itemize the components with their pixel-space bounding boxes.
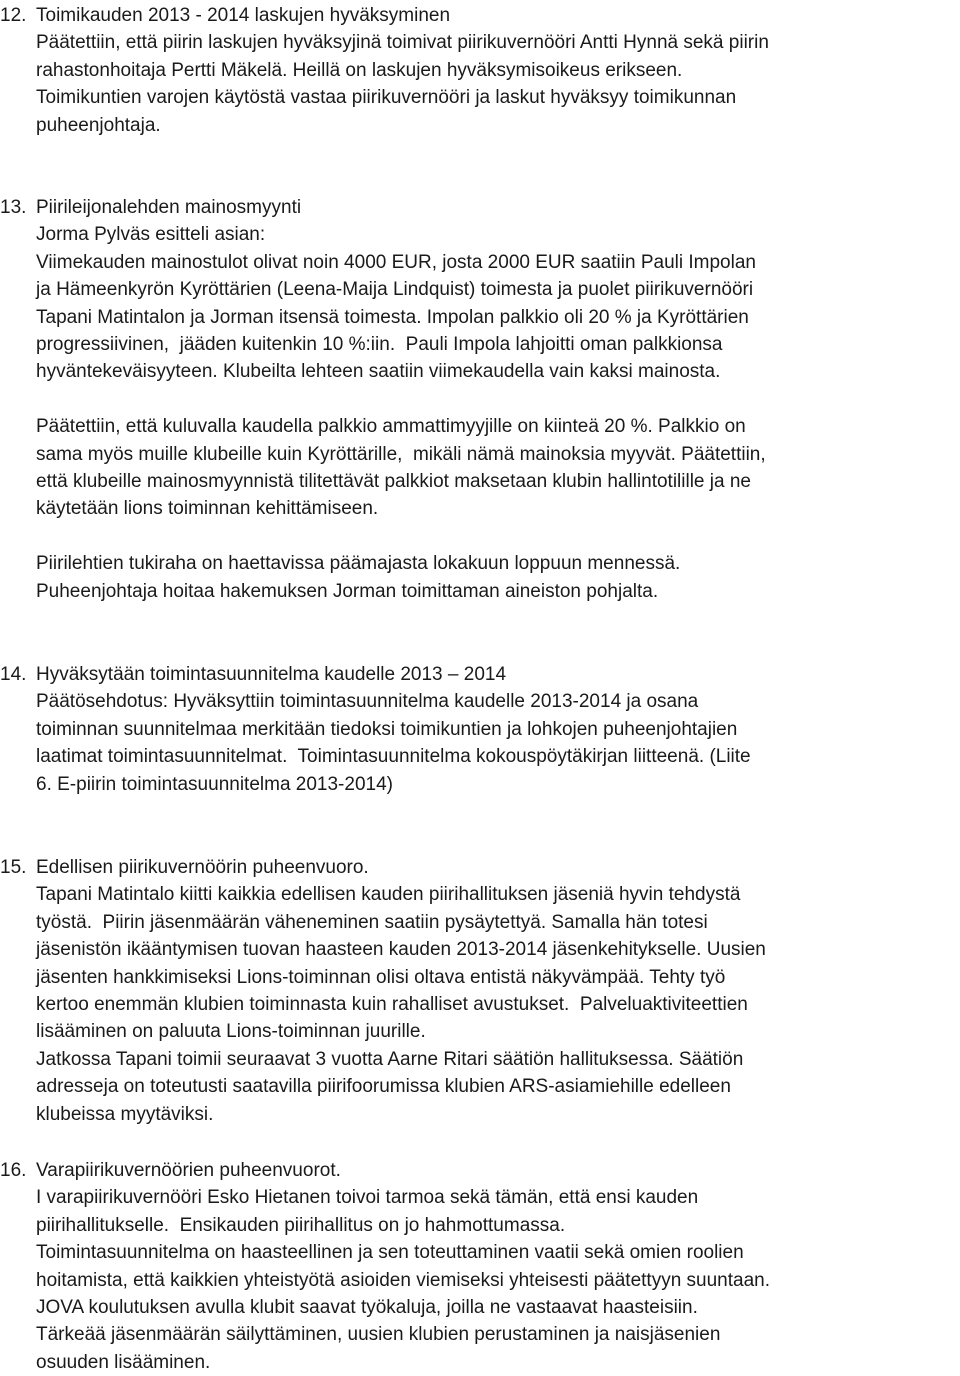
text-line: käytetään lions toiminnan kehittämiseen. — [36, 498, 379, 520]
section-13 — [0, 194, 960, 605]
text-line: rahastonhoitaja Pertti Mäkelä. Heillä on laskujen hyväksymisoikeus erikseen. — [36, 59, 683, 81]
text-line: I varapiirikuvernööri Esko Hietanen toivoi tarmoa sekä tämän, että ensi kauden — [36, 1187, 699, 1209]
section-15 — [0, 854, 960, 1128]
text-line: työstä. Piirin jäsenmäärän väheneminen saatiin pysäytettyä. Samalla hän totesi — [36, 911, 708, 933]
section-heading — [0, 854, 960, 881]
text-line: jäsenistön ikääntymisen tuovan haasteen kauden 2013-2014 jäsenkehitykselle. Uusien — [36, 939, 766, 961]
text-line: Viimekauden mainostulot olivat noin 4000 EUR, josta 2000 EUR saatiin Pauli Impolan — [36, 251, 756, 273]
text-line: osuuden lisääminen. — [36, 1351, 211, 1373]
text-line: ja Hämeenkyrön Kyröttärien (Leena-Maija Lindquist) toimesta ja puolet piirikuvernööri — [36, 279, 754, 301]
section-number: 14. — [0, 664, 27, 685]
text-line: hoitamista, että kaikkien yhteistyötä asioiden viemiseksi yhteisesti päätettyyn suuntaan. — [36, 1269, 770, 1291]
section-heading — [0, 1157, 960, 1184]
text-line: lisääminen on paluuta Lions-toiminnan juurille. — [36, 1021, 426, 1043]
text-line: sama myös muille klubeille kuin Kyröttärille, mikäli nämä mainoksia myyvät. Päätettiin, — [36, 443, 766, 465]
section-title: Piirileijonalehden mainosmyynti — [36, 197, 302, 218]
text-line: Päätettiin, että kuluvalla kaudella palkkio ammattimyyjille on kiinteä 20 %. Palkkio on — [36, 416, 746, 438]
section-body — [0, 221, 960, 605]
section-body — [0, 881, 960, 1128]
section-body — [0, 29, 960, 139]
section-16 — [0, 1157, 960, 1376]
text-line: Piirilehtien tukiraha on haettavissa päämajasta lokakuun loppuun mennessä. — [36, 553, 681, 575]
section-title: Edellisen piirikuvernöörin puheenvuoro. — [36, 857, 369, 878]
section-heading — [0, 661, 960, 688]
section-heading — [0, 194, 960, 221]
section-title: Varapiirikuvernöörien puheenvuorot. — [36, 1160, 341, 1181]
text-line: Toimintasuunnitelma on haasteellinen ja sen toteuttaminen vaatii sekä omien roolien — [36, 1242, 744, 1264]
text-line: hyväntekeväisyyteen. Klubeilta lehteen saatiin viimekaudella vain kaksi mainosta. — [36, 361, 721, 383]
section-title: Toimikauden 2013 - 2014 laskujen hyväksyminen — [36, 5, 451, 26]
section-number: 15. — [0, 857, 27, 878]
text-line: Päätösehdotus: Hyväksyttiin toimintasuunnitelma kaudelle 2013-2014 ja osana — [36, 691, 699, 713]
text-line: Jatkossa Tapani toimii seuraavat 3 vuotta Aarne Ritari säätiön hallituksessa. Säätiön — [36, 1048, 744, 1070]
text-line: Tapani Matintalon ja Jorman itsensä toimesta. Impolan palkkio oli 20 % ja Kyröttärien — [36, 306, 749, 328]
text-line: laatimat toimintasuunnitelmat. Toimintasuunnitelma kokouspöytäkirjan liitteenä. (Liite — [36, 746, 751, 768]
text-line: piirihallitukselle. Ensikauden piirihallitus on jo hahmottumassa. — [36, 1214, 566, 1236]
text-line: Tapani Matintalo kiitti kaikkia edellisen kauden piirihallituksen jäseniä hyvin tehdystä — [36, 884, 741, 906]
section-heading — [0, 2, 960, 29]
text-line: Toimikuntien varojen käytöstä vastaa piirikuvernööri ja laskut hyväksyy toimikunnan — [36, 87, 737, 109]
section-body — [0, 688, 960, 798]
section-number: 13. — [0, 197, 27, 218]
text-line: klubeissa myytäviksi. — [36, 1103, 214, 1125]
text-line: jäsenten hankkimiseksi Lions-toiminnan olisi oltava entistä näkyvämpää. Tehty työ — [36, 966, 726, 988]
section-number: 16. — [0, 1160, 27, 1181]
text-line: toiminnan suunnitelmaa merkitään tiedoksi toimikuntien ja lohkojen puheenjohtajien — [36, 718, 738, 740]
text-line: 6. E-piirin toimintasuunnitelma 2013-2014) — [36, 773, 393, 795]
text-line: Puheenjohtaja hoitaa hakemuksen Jorman toimittaman aineiston pohjalta. — [36, 580, 659, 602]
section-body — [0, 1184, 960, 1376]
section-title: Hyväksytään toimintasuunnitelma kaudelle 2013 – 2014 — [36, 664, 507, 685]
text-line: adresseja on toteutusti saatavilla piirifoorumissa klubien ARS-asiamiehille edelleen — [36, 1076, 731, 1098]
section-14 — [0, 661, 960, 798]
text-line: progressiivinen, jääden kuitenkin 10 %:iin. Pauli Impola lahjoitti oman palkkionsa — [36, 334, 723, 356]
text-line: Päätettiin, että piirin laskujen hyväksyjinä toimivat piirikuvernööri Antti Hynnä sekä piirin — [36, 32, 769, 54]
text-line: että klubeille mainosmyynnistä tilitettävät palkkiot maksetaan klubin hallintotilille ja ne — [36, 471, 751, 493]
text-line: kertoo enemmän klubien toiminnasta kuin rahalliset avustukset. Palveluaktiviteettien — [36, 994, 748, 1016]
section-12 — [0, 2, 960, 139]
section-number: 12. — [0, 5, 27, 26]
text-line: Jorma Pylväs esitteli asian: — [36, 224, 266, 246]
text-line: Tärkeää jäsenmäärän säilyttäminen, uusien klubien perustaminen ja naisjäsenien — [36, 1324, 721, 1346]
text-line: JOVA koulutuksen avulla klubit saavat työkaluja, joilla ne vastaavat haasteisiin. — [36, 1297, 698, 1319]
text-line: puheenjohtaja. — [36, 114, 161, 136]
